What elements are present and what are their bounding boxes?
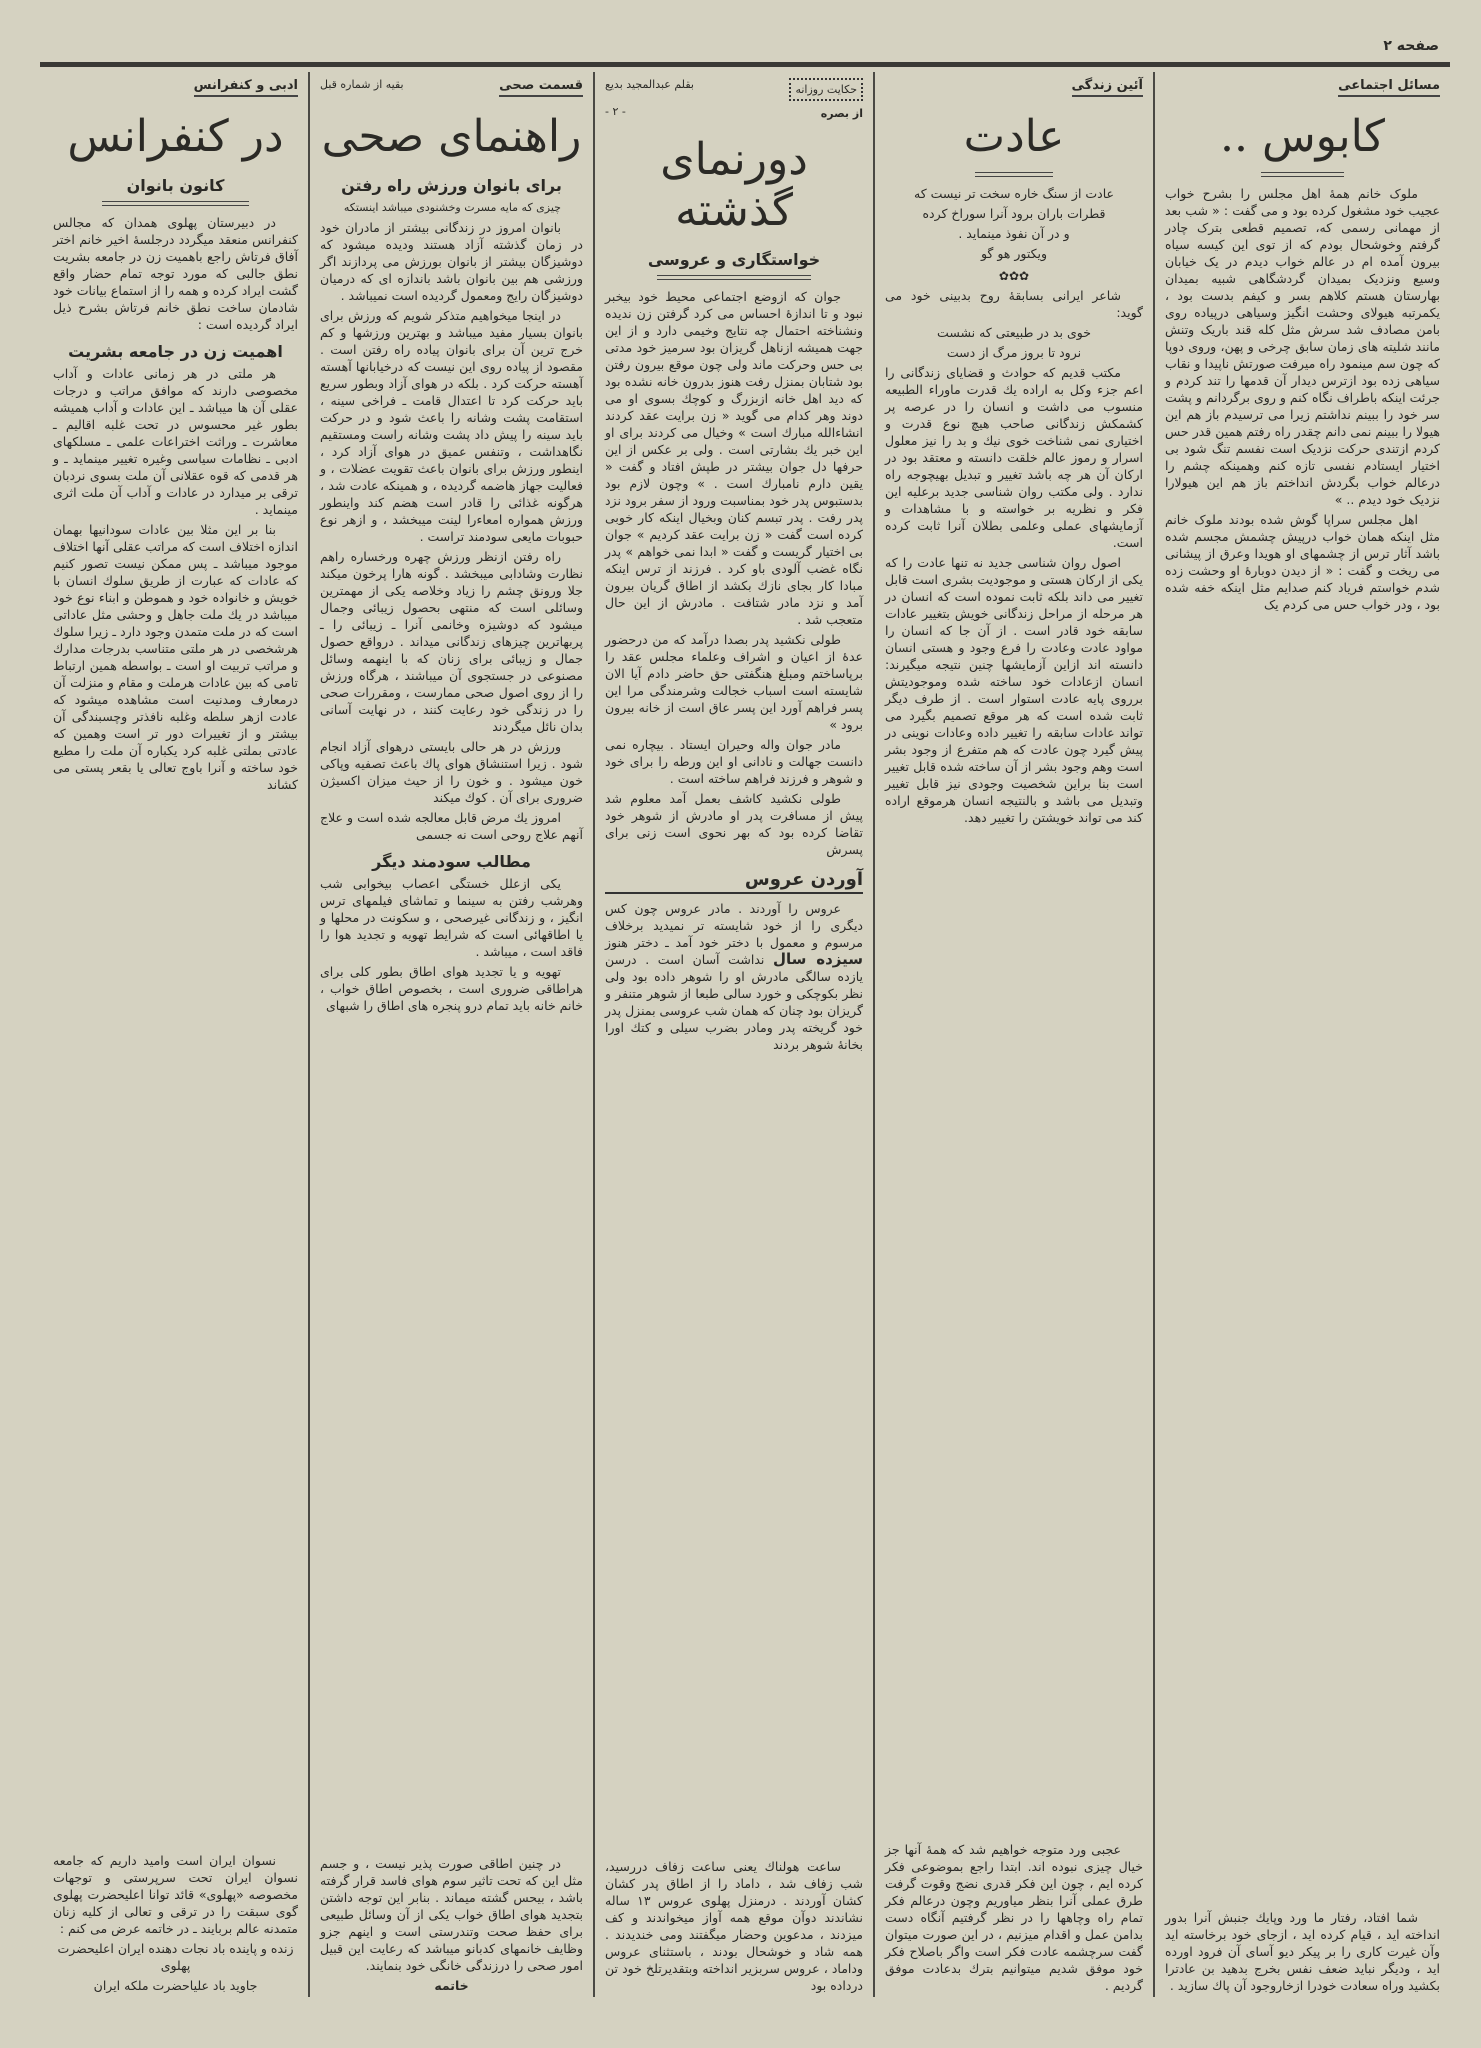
article-body [320,219,583,809]
section-kicker: مسائل اجتماعی [1338,78,1440,97]
headline: در کنفرانس [67,111,284,162]
article-ending: در چنین اطاقی صورت پذیر نیست ، و جسم مثل این که تحت تاثیر سوم هوای فاسد قرار گرفته باشد ، بیحس گشته میماند . بنابر این توجه داشتن بتجدید هوای اطاق خواب یکی از آن وسائل طبیعی برای حفظ صحت وتندرستی است و اینهم جزو وظایف خانمهای کدبانو میباشد که رعایت این قبیل امور صحی را درزندگی خانگی خود بنمایند. [320,1856,583,1973]
article-body [1165,185,1440,616]
paragraph: طولی نکشید پدر بصدا درآمد که من درحضور عدهٔ از اعیان و اشراف وعلماء مجلس عقد را برپاساختم ومبلغ هنگفتی حق حاضر دادم آیا الان شایسته است اسباب خجالت وشرمندگی مرا این پسر فراهم آورد این پسر عاق است از خانه بیرون برود » [605,632,863,732]
section-end: امروز یك مرض قابل معالجه شده است و علاج آنهم علاج روحی است نه جسمی [320,810,583,842]
paragraph: طولی نکشید کاشف بعمل آمد معلوم شد پیش از مسافرت پدر او مادرش از شوهر خود تقاضا کرده بود که بهر نحوی است زنی برای پسرش [605,791,863,857]
article-body [885,364,1143,829]
paragraph: یکی ازعلل خستگی اعصاب بیخوابی شب وهرشب رفتن به سینما و تماشای فیلمهای ترس انگیز ، و زندگانی غیرصحی ، و سکونت در محلها و یا اطاقهائی است که شرایط تهویه و تجدید هوا را فاقد است ، میباشد . [320,876,583,959]
article-dar-konferans [43,72,308,1997]
epigraph-line: قطرات باران برود آنرا سوراخ کرده [922,206,1106,221]
headline: دورنمای گذشته [660,134,808,236]
paragraph: اهل مجلس سراپا گوش شده بودند ملوک خانم مثل اینکه همان خواب درپیش چشمش مجسم شده باشد آثار ترس از چشمهای او هویدا وعرق از پیشانی می ریخت و گفت : « از دیدن دوبارهٔ او وحشت زده شدم خواستم فریاد کنم صدایم مثل اینکه خفه شده بود ، ودر خواب حس می کردم یک [1165,512,1440,612]
ornament-icon: ✿✿✿ [998,269,1030,283]
masthead-rule [40,62,1450,67]
end-mark: خاتمه [434,1978,469,1993]
article-ending: عجبی ورد متوجه خواهیم شد که همهٔ آنها جز خیال چیزی نبوده اند. ابتدا راجع بموضوعی فکر کرده ایم ، چون این فکر قدری نضج وقوت گرفت طرق عملی آنرا بنظر میاوریم وچون درعالم فکر تمام راه وچاهها را در نظر گرفتیم آنگاه دست بدامن عمل و اقدام میزنیم ، در این صورت میتوان گفت سرچشمه عادت فکر است واگر باصلاح فکر خود موفق شدیم میتوانیم بترك بدعادت موفق گردیم . [885,1842,1143,1993]
epigraph-line: و در آن نفوذ مینماید . [958,226,1070,241]
section-kicker: آئین زندگی [1072,78,1143,97]
headline: راهنمای صحی [321,111,582,162]
paragraph [605,900,863,1053]
subheading: آوردن عروس [605,869,863,894]
epigraph-author: ویکتور هو گو [980,246,1048,261]
subheading: اهمیت زن در جامعه بشریت [68,342,283,361]
paragraph: اصول روان شناسی جدید نه تنها عادت را که یکی از ارکان هستی و موجودیت بشری است قابل تغییر می داند بلکه ثابت نموده است که انسان در هر مرحله از مراحل زندگانی خویش بتغییر عادات سابقه خود قادر است . از آن جا که انسان را مواود عادت وعادت را فرع وجود و هستی انسان دانسته اند ازاین آزمایشها چنین نتیجه میگیرند: انسان ازعادات خود ساخته شده وموجودیتش برروی پایه عادت استوار است . از طرف دیگر ثابت شده است که هر موقع تصمیم بگیرد می تواند عادات سابقه را تغییر داده وعادات نوینی در پیش گیرد چون عادت که هم متفرع از وجود بشر است وهم وجود بشر از آن ساخته شده قابل تغییر است بنا براین شخصیت وجودی نیز قابل تغییر وتبدیل می باشد و بالنتیجه انسان هرموقع اراده کند می تواند خویشتن را تغییر دهد. [885,555,1143,825]
article-doornamaye-gozashte [595,72,873,1997]
article-body [53,214,298,336]
paragraph: در اینجا میخواهیم متذکر شویم که ورزش برای بانوان بسیار مفید میباشد و بهترین ورزشها و کم خرج ترین آن برای بانوان پیاده راه رفتن است . مقصود از پیاده روی این نیست که درخیابانها آهسته آهسته حرکت کرد . بلکه در هوای آزاد وبطور سریع باید حرکت کرد تا اعتدال قامت ـ فراخی سینه ، استقامت پشت وشانه را باعث شود و در حرکت باید سینه را پیش داد پشت وشانه راست ومستقیم نگاهداشت ، وتنفس عمیق در هوای آزاد کرد ، اینطور ورزش برای بانوان باعث تقویت عضلات ، و فعالیت جهاز هاضمه گردیده ، و همینکه عادت شد ، هرگونه غذائی را قادر است هضم کند واینطور ورزش همواره امعاءرا لینت میبخشد ، و ازهر نوع حبوبات مایعی سودمند تراست . [320,308,583,544]
poem-line: نرود تا بروز مرگ از دست [946,345,1082,360]
paragraph: راه رفتن ازنظر ورزش چهره ورخساره راهم نظارت وشادابی میبخشد . گونه هارا پرخون میکند جلا ورونق چشم را زیاد وخلاصه یکی از مهمترین وسائلی است که منتهی بحصول زیبائی وجمال میشود که دوشیزه وخانمی آنرا ـ زیبائی را ـ پربهاترین چیزهای زندگانی میداند . درواقع حصول جمال و زیبائی برای زنان که با اینهمه وسائل مصنوعی در جستجوی آن میباشند ، هرگاه ورزش را از روی اصول صحی ممارست ، ومقررات صحی را در زندگی خود رعایت کنند ، در نهایت آسانی بدان نائل میگردند [320,549,583,734]
closing-line: جاوید باد علیاحضرت ملکه ایران [93,1978,258,1993]
poem-line: خوی بد در طبیعتی که نشست [937,325,1091,340]
subheading: برای بانوان ورزش راه رفتن [341,176,562,195]
article-ending: نسوان ایران است وامید داریم که جامعه نسوان ایران تحت سرپرستی و توجهات مخصوصه «پهلوی» قائد توانا اعلیحضرت پهلوی گوی سبقت را در ترقی و تعالی از کلیه زنان متمدنه عالم بربایند ـ در خاتمه عرض می کنم : [53,1853,298,1936]
paragraph: ورزش در هر حالی بایستی درهوای آزاد انجام شود . زیرا استنشاق هوای پاك باعث تصفیه وپاکی خون میشود . و خون را از حیث میزان اکسیژن ضروری برای آن . کوك میکند [320,739,583,805]
highlight-text: سیزده سال [772,950,863,968]
paragraph: در دبیرستان پهلوی همدان که مجالس کنفرانس منعقد میگردد درجلسهٔ اخیر خانم اختر آفاق فرتاش راجع باهمیت زن در جامعه بشریت نطق جالبی که مورد توجه تمام حضار واقع گشت ایراد کرده و همه را از استماع بیانات خود شادمان ساخت نطق خانم فرتاش بشرح ذیل ایراد گردیده است : [53,215,298,332]
divider [657,275,812,280]
byline: بقلم عبدالمجید بدیع [605,78,694,91]
continued-note: بقیه از شماره قبل [320,78,404,91]
paragraph: هر ملتی در هر زمانی عادات و آداب مخصوصی دارند که موافق مراتب و درجات عقلی آن ها میباشد ـ این عادات و آداب همیشه بطور غیر محسوس در تحت غلبه اقالیم ـ معاشرت ـ وراثت اختراعات علمی ـ مسلکهای ادبی ـ نظامات سیاسی وغیره تغییر مینماید ـ و هر قدمی که قوه عقلانی آن ملت بسوی نردبان ترقی بر میدارد در عادات و آداب آن ملت اثری مینماید . [53,366,298,517]
section-kicker: قسمت صحی [499,78,583,97]
paragraph: بنا بر این مثلا بین عادات سودانیها بهمان اندازه اختلاف است که مراتب عقلی آنها اختلاف موجود میباشد ـ پس ممکن نیست تصور کنیم که عادات که عبارت از طریق سلوك انسان با خویش و خانواده خود و هموطن و ابناء نوع خود میباشد در یك ملت جاهل و وحشی مثل عاداتی است که در ملت متمدن وجود دارد ـ زیرا سلوك هرشخصی در هر ملتی متناسب بدرجات مدارك و مراتب تربیت او است ـ بواسطه همین ارتباط تامی که بین عادات هرملت و مقام و منزلت آن درمعارف ومدنیت است مشاهده میشود که عادت ازهر سلطه وغلبه نافذتر وچسبندگی آن بیشتر و از تغییرات دور تر است وهمین که عادتی بملتی غلبه کرد یکباره آن ملت را مطیع خود ساخته و آنرا باوج تعالی یا بقعر پستی می کشاند [53,522,298,792]
dateline: از بصره [820,107,863,120]
article-rahnamaye-sehhi [310,72,593,1997]
subheading: کانون بانوان [126,176,225,195]
paragraph: ملوک خانم همهٔ اهل مجلس را بشرح خواب عجیب خود مشغول کرده بود و می گفت : « شب بعد از مهمانی رسمی که، تصمیم قطعی بترک چادر گرفتم وخوشحال بودم که از توی این کیسه سیاه بیرون آمده ام در عالم خواب دیدم در یک خیابان وسیع ونزدیک بمیدان گردشگاهی شبیه بمیدان بهارستان هستم کلاهم بسر و کیفم بدست بود ، یکمرتبه هیولای وحشت انگیز وسیاهی درپیاده روی بامن مصادف شد سرش مثل کله قند باریک وتنش مانند شلیته های زمان سابق چرخی و پهن، وروی دوپا که چون سم مینمود راه میرفت صورتش ناپیدا و نقاب سیاهی زده بود ازترس دیدار آن قدمها را تند کردم و جرئت اینکه باطراف نگاه کنم و روی برگردانم و پشت سر خود را ببینم نداشتم زیرا می ترسیدم باز هم این هیولا را ببینم نمی دانم چقدر راه رفتم همین قدر حس کردم ازتندی حرکت نزدیک است نفسم تنگ شود بی اختیار ایستادم نفسی تازه کنم وهمینکه چشم را درعالم خواب بگردش انداختم باز هم این هیولارا نزدیک خود دیدم .. » [1165,186,1440,507]
article-body [320,875,583,1017]
divider [975,172,1052,177]
subheading: خواستگاری و عروسی [647,250,821,269]
article-body [605,288,863,861]
paragraph: مکتب قدیم که حوادث و قضایای زندگانی را اعم جزء وکل به اراده یك قدرت ماوراء الطبیعه منسوب می داشت و انسان را در عرصه پر کشمکش زندگانی صاحب هیچ نوع قدرت و اختیاری نمی شناخت خوی نیك و بد را نیز معلول اسرار و رموز عالم خلقت دانسته و معتقد بود در ارکان آن هر چه باشد تغییر و تبدیل بهیچوجه راه ندارد . ولی مکتب روان شناسی جدید برعلیه این فکر و نظریه بر خواسته و با مشاهدات و آزمایشهای عملی وعلمی بطلان آنرا ثابت کرده است. [885,365,1143,550]
paragraph-text: نداشت آسان است . درسن یازده سالگی مادرش او را شوهر داده بود ولی نظر بکوچکی و خورد سالی طبعا از شوهر متنفر و گریزان بود چنان که همان شب عروسی بمنزل پدر خود گریخته پدر ومادر بضرب سیلی و کتك اورا بخانهٔ شوهر بردند [605,952,863,1052]
article-adat [875,72,1153,1997]
article-kaboos [1155,72,1450,1997]
tagline: چیزی که مایه مسرت وخشنودی میباشد اینستکه [343,201,561,214]
section-kicker: ادبی و کنفرانس [194,78,298,97]
closing-line: زنده و پاینده باد نجات دهنده ایران اعلیحضرت پهلوی [57,1941,294,1973]
paragraph: تهویه و یا تجدید هوای اطاق بطور کلی برای هراطاقی ضروری است ، بخصوص اطاق خواب ، خانم خانه باید تمام درو پنجره های اطاق را شبهای [320,964,583,1013]
poem-intro: شاعر ایرانی بسابقهٔ روح بدبینی خود می گوید: [885,288,1143,320]
article-body [53,365,298,796]
article-ending: ساعت هولناك یعنی ساعت زفاف دررسید، شب زفاف شد ، داماد را از اطاق پدر کشان کشان آوردند . درمنزل پهلوی عروس ۱۳ ساله نشاندند دوآن موقع همه آواز میخواندند و کف میزدند ، مدعوین وحضار میگفتند ومی خندیدند . همه شاد و خوشحال بودند ، باستثنای عروس وداماد ، عروس سربزیر انداخته وبتقدیرتلخ خود تن درداده بود [605,1859,863,1993]
paragraph: مادر جوان واله وحیران ایستاد . بیچاره نمی دانست جهالت و نادانی او این ورطه را برای خود و شوهر و فرزند فراهم ساخته است . [605,737,863,786]
paragraph: بانوان امروز در زندگانی بیشتر از مادران خود در زمان گذشته آزاد هستند ودیده میشود که دوشیزگان بیشتر از بانوان بورزش می پردازند اگر ورزشی هم بین بانوان باشد باندازه ای که درمیان دوشیزگان رایج ومعمول گردیده است نمیباشد . [320,220,583,303]
divider [102,201,249,206]
page-number: صفحه ۲ [1383,38,1439,54]
series-box: حکایت روزانه [789,78,863,101]
subheading: مطالب سودمند دیگر [372,852,531,871]
paragraph: جوان که ازوضع اجتماعی محیط خود بیخبر نبود و تا اندازهٔ احساس می کرد گرفتن زن ندیده ونشناخته احتمال چه نتایج وخیمی دارد و از این جهت همیشه ازناهل گریزان بود سرمیز خود مدتی بی حس وحرکت ماند ولی چون موقع بیرون رفتن بود شتابان بمنزل رفت هنوز بدرون خانه نشده بود که دید اهل خانه ازبزرگ و کوچك بسوی او می دوند وهر کدام می گوید « زن برایت عقد کردند انشاءالله مبارك است » وخیال می کردند برای او این خبر یك بشارتی است . ولی بر عکس از این حرفها دل جوان بیشتر در طپش افتاد و گفت « یقین دارم نامبارك است . » وچون لازم بود بدستبوس پدر خود بمناسبت ورود از سفر برود نزد پدر رفت . پدر تبسم کنان وبخیال اینکه کار خوبی کرده است گفت « زن برایت عقد کردیم » جوان بی اختیار گریست و گفت « ابدا نمی خواهم » پدر نگاه غضب آلودی باو کرد . فرزند از ترس اینکه مبادا کار بجای نازك بکشد از اطاق گریان بیرون آمد و نزد مادر شتافت . مادرش از این حال متعجب شد . [605,289,863,627]
epigraph-line: عادت از سنگ خاره سخت تر نیست که [914,186,1114,201]
paragraph-text: عروس را آوردند . مادر عروس چون کس دیگری را از خود شایسته تر نمیدید برخلاف مرسوم و معمول با دختر خود آمد ـ دختر هنوز [605,901,863,950]
headline: عادت [963,111,1065,162]
article-ending: شما افتاد، رفتار ما ورد وپایك جنبش آنرا بدور انداخته اید ، قیام کرده اید ، ازجای خود برخاسته اید وآن غیرت کاری را بر پیکر دیو آسای آن فرود اورده اید ، ودیگر نباید ضعف نفس بخرج بدهید بن عادترا بکشید وراه سعادت خودرا ازخاروجود آن پاك سازید . [1165,1910,1440,1993]
divider [1261,172,1344,177]
headline: کابوس .. [1220,111,1385,162]
part-number: - ۲ - [605,105,626,118]
